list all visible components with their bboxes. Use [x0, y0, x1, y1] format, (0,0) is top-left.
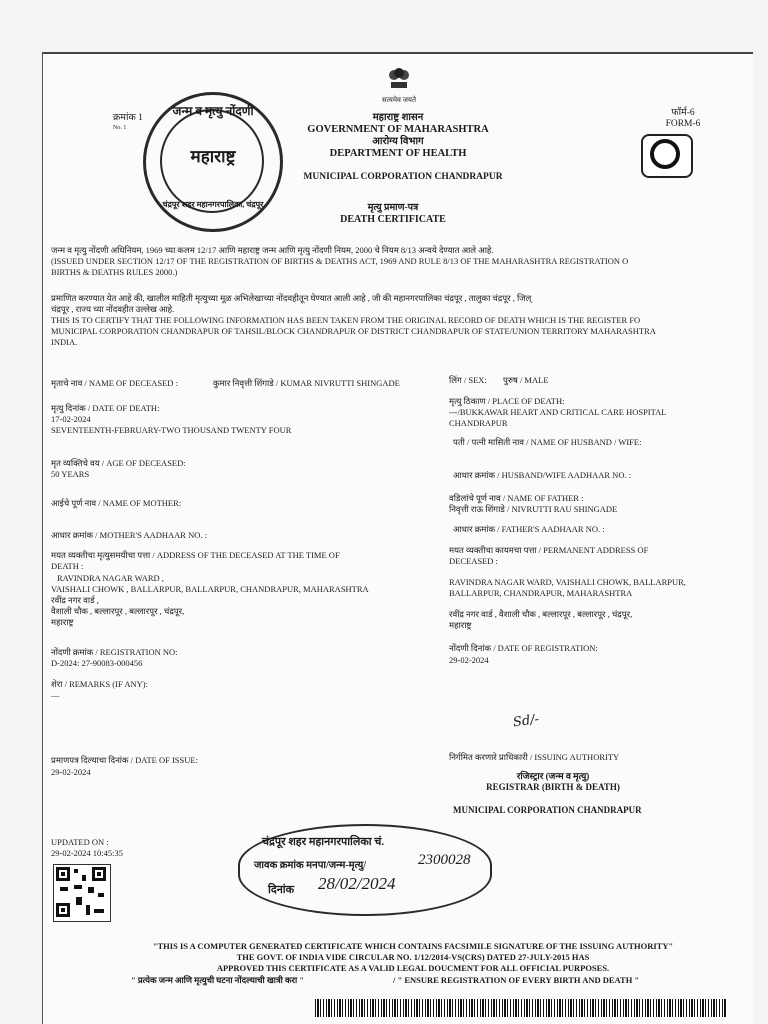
mother-name-label: आईचे पूर्ण नाव / NAME OF MOTHER:	[51, 498, 182, 508]
crs-logo-icon	[641, 134, 693, 178]
footer-line-1: "THIS IS A COMPUTER GENERATED CERTIFICATE WHICH CONTAINS FACSIMILE SIGNATURE OF THE ISSUING AUTHORITY"	[152, 941, 674, 951]
preamble-en: (ISSUED UNDER SECTION 12/17 OF THE REGISTRATION OF BIRTHS & DEATHS ACT, 1969 AND RULE 8/13 OF THE MAHARASHTRA REGISTRATION O	[51, 256, 629, 266]
emblem-motto: सत्यमेव जयते	[382, 96, 416, 104]
permanent-address-line-2: BALLARPUR, CHANDRAPUR, MAHARASHTRA	[449, 588, 633, 598]
national-emblem-icon	[383, 64, 415, 94]
department-mr: आरोग्य विभाग	[372, 136, 424, 147]
serial-sub: No. 1	[113, 125, 127, 131]
registration-seal	[143, 92, 283, 232]
address-line-1: RAVINDRA NAGAR WARD ,	[57, 573, 164, 583]
place-of-death-line-1: ---/BUKKAWAR HEART AND CRITICAL CARE HOSPITAL	[449, 407, 667, 417]
serial-label: क्रमांक 1	[113, 113, 143, 123]
registrar-title-mr: रजिस्ट्रार (जन्म व मृत्यु)	[516, 771, 590, 781]
permanent-address-label: मयत व्यक्तीचा कायमचा पत्ता / PERMANENT ADDRESS OF	[449, 545, 649, 555]
deceased-name-label: मृताचे नाव / NAME OF DECEASED :	[51, 378, 178, 388]
permanent-address-label-2: DECEASED :	[449, 556, 498, 566]
sex-value: पुरुष / MALE	[503, 375, 549, 385]
age-value: 50 YEARS	[51, 469, 90, 479]
address-line-2: VAISHALI CHOWK , BALLARPUR, BALLARPUR, CHANDRAPUR, MAHARASHTRA	[51, 584, 369, 594]
state-name-en: GOVERNMENT OF MAHARASHTRA	[307, 124, 489, 135]
department-en: DEPARTMENT OF HEALTH	[329, 148, 467, 159]
issue-date-label: प्रमाणपत्र दिल्याचा दिनांक / DATE OF ISSUE:	[51, 755, 198, 765]
remarks-value: —	[51, 690, 60, 700]
certify-en: THIS IS TO CERTIFY THAT THE FOLLOWING INFORMATION HAS BEEN TAKEN FROM THE ORIGINAL RECORD OF DEATH WHICH IS THE REGISTER FO	[51, 315, 641, 325]
issuing-corporation: MUNICIPAL CORPORATION CHANDRAPUR	[453, 805, 642, 815]
form-number-en: FORM-6	[665, 119, 701, 129]
date-of-death-label: मृत्यु दिनांक / DATE OF DEATH:	[51, 403, 160, 413]
corporation-name: MUNICIPAL CORPORATION CHANDRAPUR	[303, 172, 503, 182]
stamp-handwritten-number: 2300028	[418, 852, 471, 868]
certify-en-3: INDIA.	[51, 337, 78, 347]
permanent-address-line-3: रवींद्र नगर वार्ड , वैशाली चौक , बल्लारपूर , बल्लारपूर , चंद्रपूर,	[449, 609, 633, 619]
address-label: मयत व्यक्तीचा मृत्युसमयीचा पत्ता / ADDRESS OF THE DECEASED AT THE TIME OF	[51, 550, 340, 560]
address-line-4: वैशाली चौक , बल्लारपूर , बल्लारपूर , चंद्रपूर,	[51, 606, 185, 616]
stamp-handwritten-date: 28/02/2024	[318, 874, 396, 893]
sex-label: लिंग / SEX:	[449, 375, 487, 385]
footer-slogan-mr: " प्रत्येक जन्म आणि मृत्युची घटना नोंदल्याची खात्री करा "	[131, 975, 305, 985]
address-label-2: DEATH :	[51, 561, 84, 571]
footer-slogan-en: / " ENSURE REGISTRATION OF EVERY BIRTH AND DEATH "	[393, 975, 640, 985]
permanent-address-line-4: महाराष्ट्र	[449, 620, 472, 630]
seal-top-text: जन्म व मृत्यु नोंदणी	[172, 104, 254, 118]
father-name-value: निवृत्ती राऊ शिंगाडे / NIVRUTTI RAU SHINGADE	[449, 504, 618, 514]
age-label: मृत व्यक्तिचे वय / AGE OF DECEASED:	[51, 458, 186, 468]
preamble-mr: जन्म व मृत्यु नोंदणी अधिनियम, 1969 च्या कलम 12/17 आणि महाराष्ट्र जन्म आणि मृत्यु नोंदणी नियम, 2000 चे नियम 8/13 अन्वये देण्यात आले आहे.	[51, 245, 494, 255]
state-name-mr: महाराष्ट्र शासन	[372, 112, 424, 123]
stamp-line-3: दिनांक	[268, 884, 295, 896]
issuing-authority-label: निर्गमित करणारे प्राधिकारी / ISSUING AUTHORITY	[449, 752, 620, 762]
permanent-address-line-1: RAVINDRA NAGAR WARD, VAISHALI CHOWK, BALLARPUR,	[449, 577, 686, 587]
father-name-label: वडिलांचे पूर्ण नाव / NAME OF FATHER :	[449, 493, 584, 503]
address-line-3: रवींद्र नगर वार्ड ,	[51, 595, 99, 605]
issue-date-value: 29-02-2024	[51, 767, 91, 777]
certify-en-2: MUNICIPAL CORPORATION CHANDRAPUR OF TAHSIL/BLOCK CHANDRAPUR OF DISTRICT CHANDRAPUR OF STATE/UNION TERRITORY MAHARASHTRA	[51, 326, 656, 336]
stamp-line-1: चंद्रपूर शहर महानगरपालिका चं.	[262, 836, 385, 848]
place-of-death-label: मृत्यु ठिकाण / PLACE OF DEATH:	[449, 396, 565, 406]
registrar-title-en: REGISTRAR (BIRTH & DEATH)	[486, 782, 620, 792]
mother-aadhaar-label: आधार क्रमांक / MOTHER'S AADHAAR NO. :	[51, 530, 207, 540]
father-aadhaar-label: आधार क्रमांक / FATHER'S AADHAAR NO. :	[453, 524, 605, 534]
barcode	[315, 999, 727, 1017]
seal-bottom-text: चंद्रपूर शहर महानगरपालिका, चंद्रपूर	[162, 200, 264, 209]
updated-on-label: UPDATED ON :	[51, 837, 109, 847]
form-number-mr: फॉर्म-6	[671, 108, 695, 118]
footer-line-2: THE GOVT. OF INDIA VIDE CIRCULAR NO. 1/12/2014-VS(CRS) DATED 27-JULY-2015 HAS	[236, 952, 590, 962]
certify-mr-2: चंद्रपूर , राज्य च्या नोंदवहीत उल्लेख आहे.	[51, 304, 175, 314]
deceased-name-value: कुमार निवृत्ती शिंगाडे / KUMAR NIVRUTTI SHINGADE	[213, 378, 400, 388]
remarks-label: शेरा / REMARKS (IF ANY):	[51, 679, 148, 689]
stamp-line-2: जावक क्रमांक मनपा/जन्म-मृत्यु/	[254, 860, 367, 871]
updated-on-value: 29-02-2024 10:45:35	[51, 848, 124, 858]
registration-no-value: D-2024: 27-90083-000456	[51, 658, 143, 668]
seal-center-text: महाराष्ट्र	[190, 147, 236, 166]
registration-date-value: 29-02-2024	[449, 655, 489, 665]
preamble-en-2: BIRTHS & DEATHS RULES 2000.)	[51, 267, 178, 277]
certificate-title-en: DEATH CERTIFICATE	[340, 214, 446, 225]
date-of-death-words: SEVENTEENTH-FEBRUARY-TWO THOUSAND TWENTY FOUR	[51, 425, 292, 435]
qr-code	[53, 864, 111, 922]
certificate-title-mr: मृत्यु प्रमाण-पत्र	[367, 203, 419, 213]
registrar-signature: Sd/-	[512, 711, 540, 731]
registration-no-label: नोंदणी क्रमांक / REGISTRATION NO:	[51, 647, 178, 657]
place-of-death-line-2: CHANDRAPUR	[449, 418, 508, 428]
registration-date-label: नोंदणी दिनांक / DATE OF REGISTRATION:	[449, 643, 598, 653]
certify-mr: प्रमाणित करण्यात येत आहे की, खालील माहिती मृत्युच्या मूळ अभिलेखाच्या नोंदवहीतून घेण्यात आली आहे , जी की महानगरपालिका चंद्रपूर , तालुका चंद्रपूर , जिल्	[51, 293, 532, 303]
footer-line-3: APPROVED THIS CERTIFICATE AS A VALID LEGAL DOUCMENT FOR ALL OFFICIAL PURPOSES.	[216, 963, 610, 973]
address-line-5: महाराष्ट्र	[51, 617, 74, 627]
spouse-aadhaar-label: आधार क्रमांक / HUSBAND/WIFE AADHAAR NO. :	[453, 470, 632, 480]
outward-stamp	[238, 824, 492, 916]
spouse-name-label: पती / पत्नी मासिती नाव / NAME OF HUSBAND / WIFE:	[453, 437, 642, 447]
date-of-death-value: 17-02-2024	[51, 414, 91, 424]
certificate-page	[42, 52, 753, 1024]
